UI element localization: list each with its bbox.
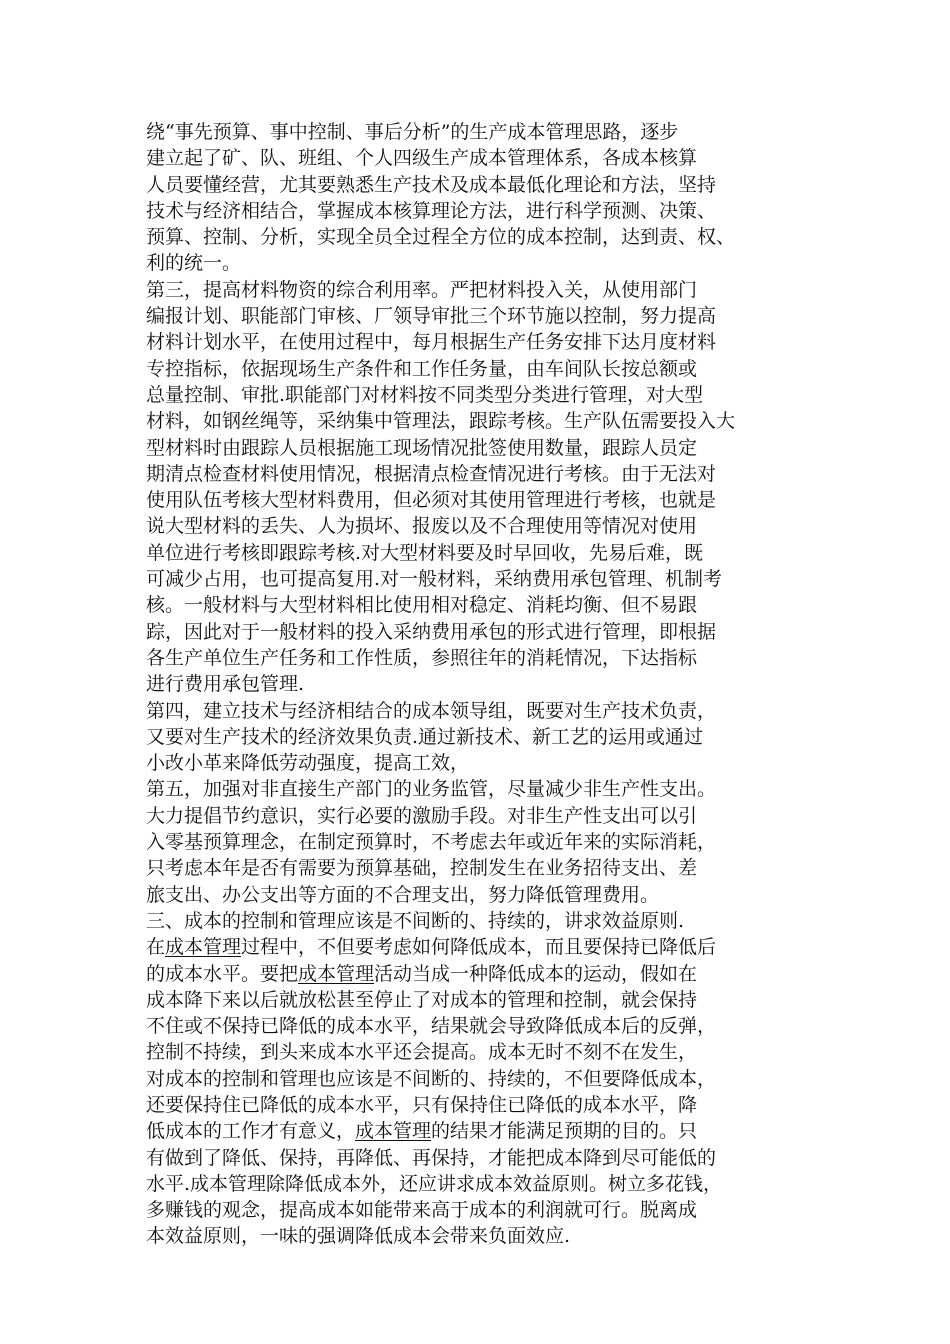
text-line: 期清点检查材料使用情况，根据清点检查情况进行考核。由于无法对 bbox=[146, 462, 717, 485]
text-line: 又要对生产技术的经济效果负责.通过新技术、新工艺的运用或通过 bbox=[146, 725, 704, 748]
text-line: 旅支出、办公支出等方面的不合理支出，努力降低管理费用。 bbox=[146, 883, 660, 906]
text-line: 多赚钱的观念，提高成本如能带来高于成本的利润就可行。脱离成 bbox=[146, 1199, 698, 1222]
text-line: 小改小革来降低劳动强度，提高工效， bbox=[146, 752, 470, 775]
text-line: 第三，提高材料物资的综合利用率。严把材料投入关，从使用部门 bbox=[146, 278, 698, 301]
text-line: 可减少占用，也可提高复用.对一般材料，采纳费用承包管理、机制考 bbox=[146, 568, 723, 591]
text-line: 使用队伍考核大型材料费用，但必须对其使用管理进行考核，也就是 bbox=[146, 489, 717, 512]
text-line: 材料，如钢丝绳等，采纳集中管理法，跟踪考核。生产队伍需要投入大 bbox=[146, 410, 736, 433]
text-line: 本效益原则，一味的强调降低成本会带来负面效应. bbox=[146, 1225, 571, 1248]
text-line: 核。一般材料与大型材料相比使用相对稳定、消耗均衡、但不易跟 bbox=[146, 594, 698, 617]
text-line: 入零基预算理念，在制定预算时，不考虑去年或近年来的实际消耗， bbox=[146, 831, 717, 854]
body-text bbox=[146, 119, 836, 1250]
text-line: 水平.成本管理除降低成本外，还应讲求成本效益原则。树立多花钱， bbox=[146, 1172, 723, 1195]
text-line: 技术与经济相结合，掌握成本核算理论方法，进行科学预测、决策、 bbox=[146, 199, 717, 222]
text-line: 总量控制、审批.职能部门对材料按不同类型分类进行管理，对大型 bbox=[146, 383, 704, 406]
text-line: 材料计划水平，在使用过程中，每月根据生产任务安排下达月度材料 bbox=[146, 331, 717, 354]
text-line: 低成本的工作才有意义，成本管理的结果才能满足预期的目的。只 bbox=[146, 1120, 698, 1143]
text-line: 只考虑本年是否有需要为预算基础，控制发生在业务招待支出、差 bbox=[146, 857, 698, 880]
text-line: 不住或不保持已降低的成本水平，结果就会导致降低成本后的反弹， bbox=[146, 1015, 717, 1038]
text-line: 建立起了矿、队、班组、个人四级生产成本管理体系，各成本核算 bbox=[146, 147, 698, 170]
text-line: 编报计划、职能部门审核、厂领导审批三个环节施以控制，努力提高 bbox=[146, 305, 717, 328]
text-line: 有做到了降低、保持，再降低、再保持，才能把成本降到尽可能低的 bbox=[146, 1146, 717, 1169]
text-line: 利的统一。 bbox=[146, 252, 242, 275]
text-line: 专控指标，依据现场生产条件和工作任务量，由车间队长按总额或 bbox=[146, 357, 698, 380]
text-line: 各生产单位生产任务和工作性质，参照往年的消耗情况，下达指标 bbox=[146, 646, 698, 669]
text-line: 大力提倡节约意识，实行必要的激励手段。对非生产性支出可以引 bbox=[146, 804, 698, 827]
text-line: 成本降下来以后就放松甚至停止了对成本的管理和控制，就会保持 bbox=[146, 988, 698, 1011]
cost-management-link[interactable]: 成本管理 bbox=[165, 936, 242, 959]
text-line: 第四，建立技术与经济相结合的成本领导组，既要对生产技术负责， bbox=[146, 699, 717, 722]
text-line: 型材料时由跟踪人员根据施工现场情况批签使用数量，跟踪人员定 bbox=[146, 436, 698, 459]
cost-management-link[interactable]: 成本管理 bbox=[355, 1120, 432, 1143]
text-line: 绕“事先预算、事中控制、事后分析”的生产成本管理思路，逐步 bbox=[146, 121, 679, 143]
cost-management-link[interactable]: 成本管理 bbox=[298, 962, 375, 985]
text-line: 在成本管理过程中，不但要考虑如何降低成本，而且要保持已降低后 bbox=[146, 936, 717, 959]
text-line: 单位进行考核即跟踪考核.对大型材料要及时早回收，先易后难，既 bbox=[146, 541, 704, 564]
text-line: 预算、控制、分析，实现全员全过程全方位的成本控制，达到责、权、 bbox=[146, 226, 736, 249]
text-line: 还要保持住已降低的成本水平，只有保持住已降低的成本水平，降 bbox=[146, 1093, 698, 1116]
text-line: 第五，加强对非直接生产部门的业务监管，尽量减少非生产性支出。 bbox=[146, 778, 717, 801]
text-line: 三、成本的控制和管理应该是不间断的、持续的，讲求效益原则. bbox=[146, 909, 685, 932]
text-line: 人员要懂经营，尤其要熟悉生产技术及成本最低化理论和方法，坚持 bbox=[146, 173, 717, 196]
text-line: 的成本水平。要把成本管理活动当成一种降低成本的运动，假如在 bbox=[146, 962, 698, 985]
text-line: 说大型材料的丢失、人为损坏、报废以及不合理使用等情况对使用 bbox=[146, 515, 698, 538]
text-line: 对成本的控制和管理也应该是不间断的、持续的，不但要降低成本， bbox=[146, 1067, 717, 1090]
text-line: 踪，因此对于一般材料的投入采纳费用承包的形式进行管理，即根据 bbox=[146, 620, 717, 643]
text-line: 控制不持续，到头来成本水平还会提高。成本无时不刻不在发生， bbox=[146, 1041, 698, 1064]
text-line: 进行费用承包管理. bbox=[146, 673, 305, 696]
